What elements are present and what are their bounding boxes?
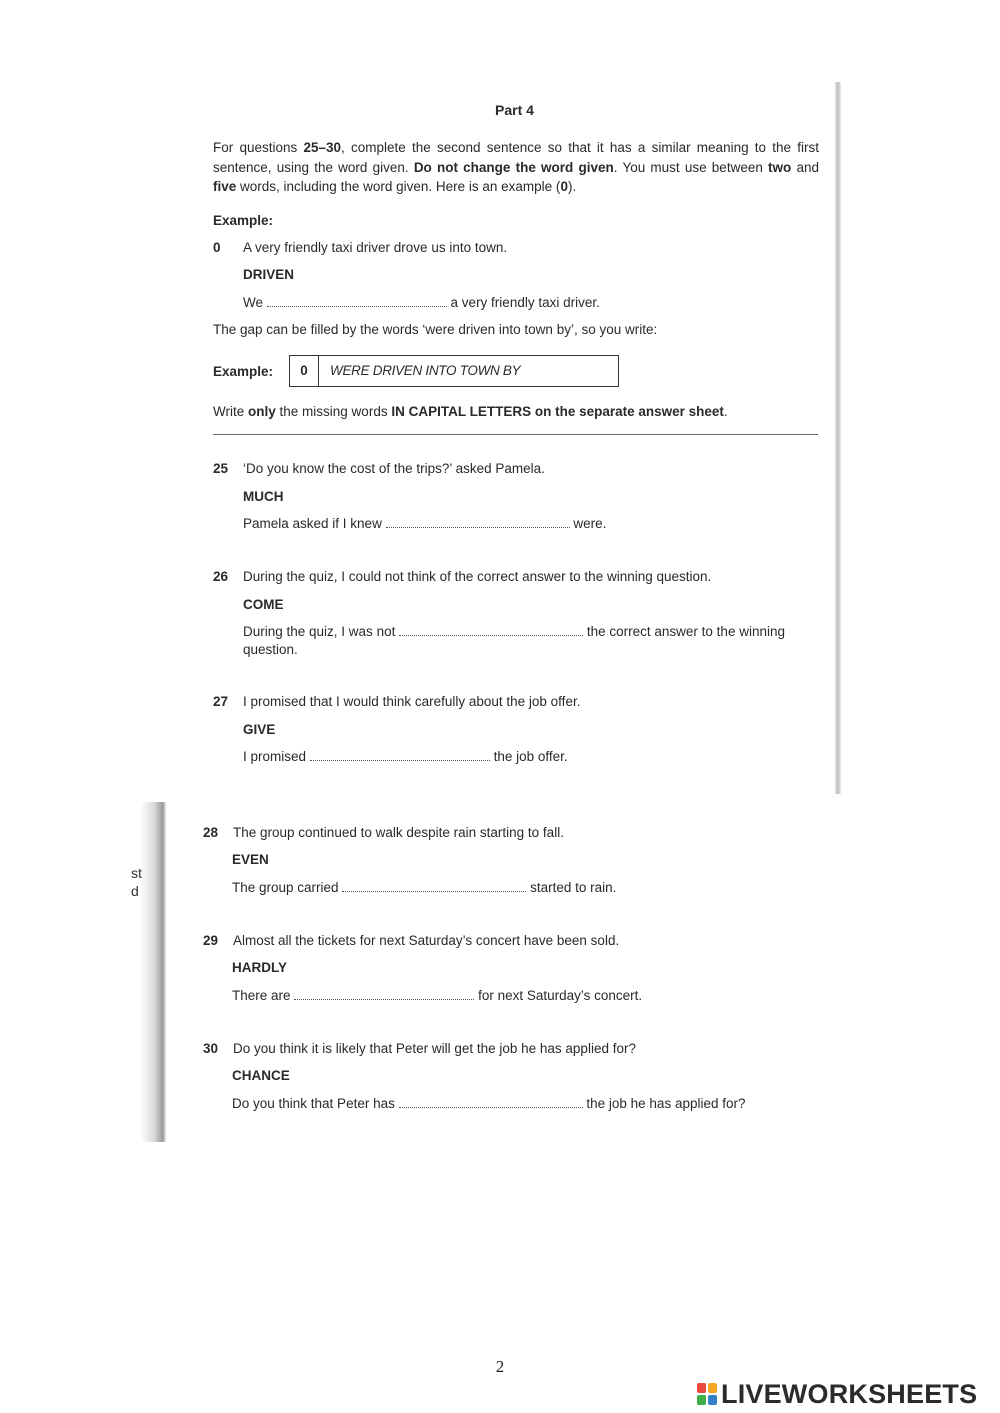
divider (213, 434, 818, 435)
question-28-transformation: The group carried started to rain. (232, 880, 617, 895)
question-25-sentence: 25 ‘Do you know the cost of the trips?’ asked Pamela. (213, 461, 545, 476)
answer-gap-29[interactable] (294, 988, 474, 1000)
logo-square-orange (708, 1383, 717, 1393)
question-28-keyword: EVEN (232, 852, 269, 867)
liveworksheets-logo-icon (697, 1383, 717, 1405)
question-29-transformation: There are for next Saturday’s concert. (232, 988, 643, 1003)
question-25-keyword: MUCH (243, 489, 284, 504)
logo-square-green (697, 1395, 706, 1405)
question-29-sentence: 29 Almost all the tickets for next Saturday’s concert have been sold. (203, 933, 620, 948)
question-29-keyword: HARDLY (232, 960, 288, 975)
write-instruction: Write only the missing words IN CAPITAL LETTERS on the separate answer sheet. (213, 404, 728, 419)
liveworksheets-logo[interactable] (697, 1379, 977, 1409)
example-box-answer: WERE DRIVEN INTO TOWN BY (330, 363, 521, 378)
question-26-continuation: question. (243, 642, 298, 657)
question-28-sentence: 28 The group continued to walk despite rain starting to fall. (203, 825, 564, 840)
example-heading: Example: (213, 213, 274, 228)
question-25-transformation: Pamela asked if I knew were. (243, 516, 607, 531)
example-explanation: The gap can be filled by the words ‘were driven into town by’, so you write: (213, 322, 658, 337)
answer-gap-28[interactable] (342, 880, 526, 892)
example-keyword: DRIVEN (243, 267, 295, 282)
margin-fragment: st (131, 865, 142, 881)
example-box-number: 0 (290, 356, 319, 386)
answer-gap-25[interactable] (386, 516, 570, 528)
question-30-sentence: 30 Do you think it is likely that Peter will get the job he has applied for? (203, 1041, 636, 1056)
instructions: For questions 25–30, complete the second sentence so that it has a similar meaning to the first sentence, using the word given. Do not change the word given. You must use between two and five words, including the word given. Here is an example (0). (213, 140, 820, 194)
page-number: 2 (495, 1357, 505, 1376)
example-transformation: We a very friendly taxi driver. (243, 295, 600, 310)
example-sentence: 0 A very friendly taxi driver drove us into town. (213, 240, 508, 255)
question-27-keyword: GIVE (243, 722, 276, 737)
question-26-sentence: 26 During the quiz, I could not think of the correct answer to the winning question. (213, 569, 712, 584)
question-26-transformation: During the quiz, I was not the correct answer to the winning (243, 624, 785, 639)
answer-gap-30[interactable] (399, 1096, 583, 1108)
liveworksheets-logo-text: LIVEWORKSHEETS (721, 1378, 978, 1409)
question-27-sentence: 27 I promised that I would think carefully about the job offer. (213, 694, 581, 709)
scan-shadow-left (140, 802, 166, 1142)
answer-gap-26[interactable] (399, 624, 583, 636)
scan-shadow-right (835, 82, 841, 794)
page-title: Part 4 (495, 102, 534, 118)
answer-gap-27[interactable] (310, 749, 490, 761)
example-gap (267, 295, 447, 307)
logo-square-blue (708, 1395, 717, 1405)
logo-square-red (697, 1383, 706, 1393)
question-30-keyword: CHANCE (232, 1068, 290, 1083)
example-box-label: Example: (213, 364, 274, 379)
question-30-transformation: Do you think that Peter has the job he has applied for? (232, 1096, 746, 1111)
example-answer-box (289, 355, 619, 387)
margin-fragment: d (131, 883, 139, 899)
question-26-keyword: COME (243, 597, 284, 612)
question-27-transformation: I promised the job offer. (243, 749, 568, 764)
